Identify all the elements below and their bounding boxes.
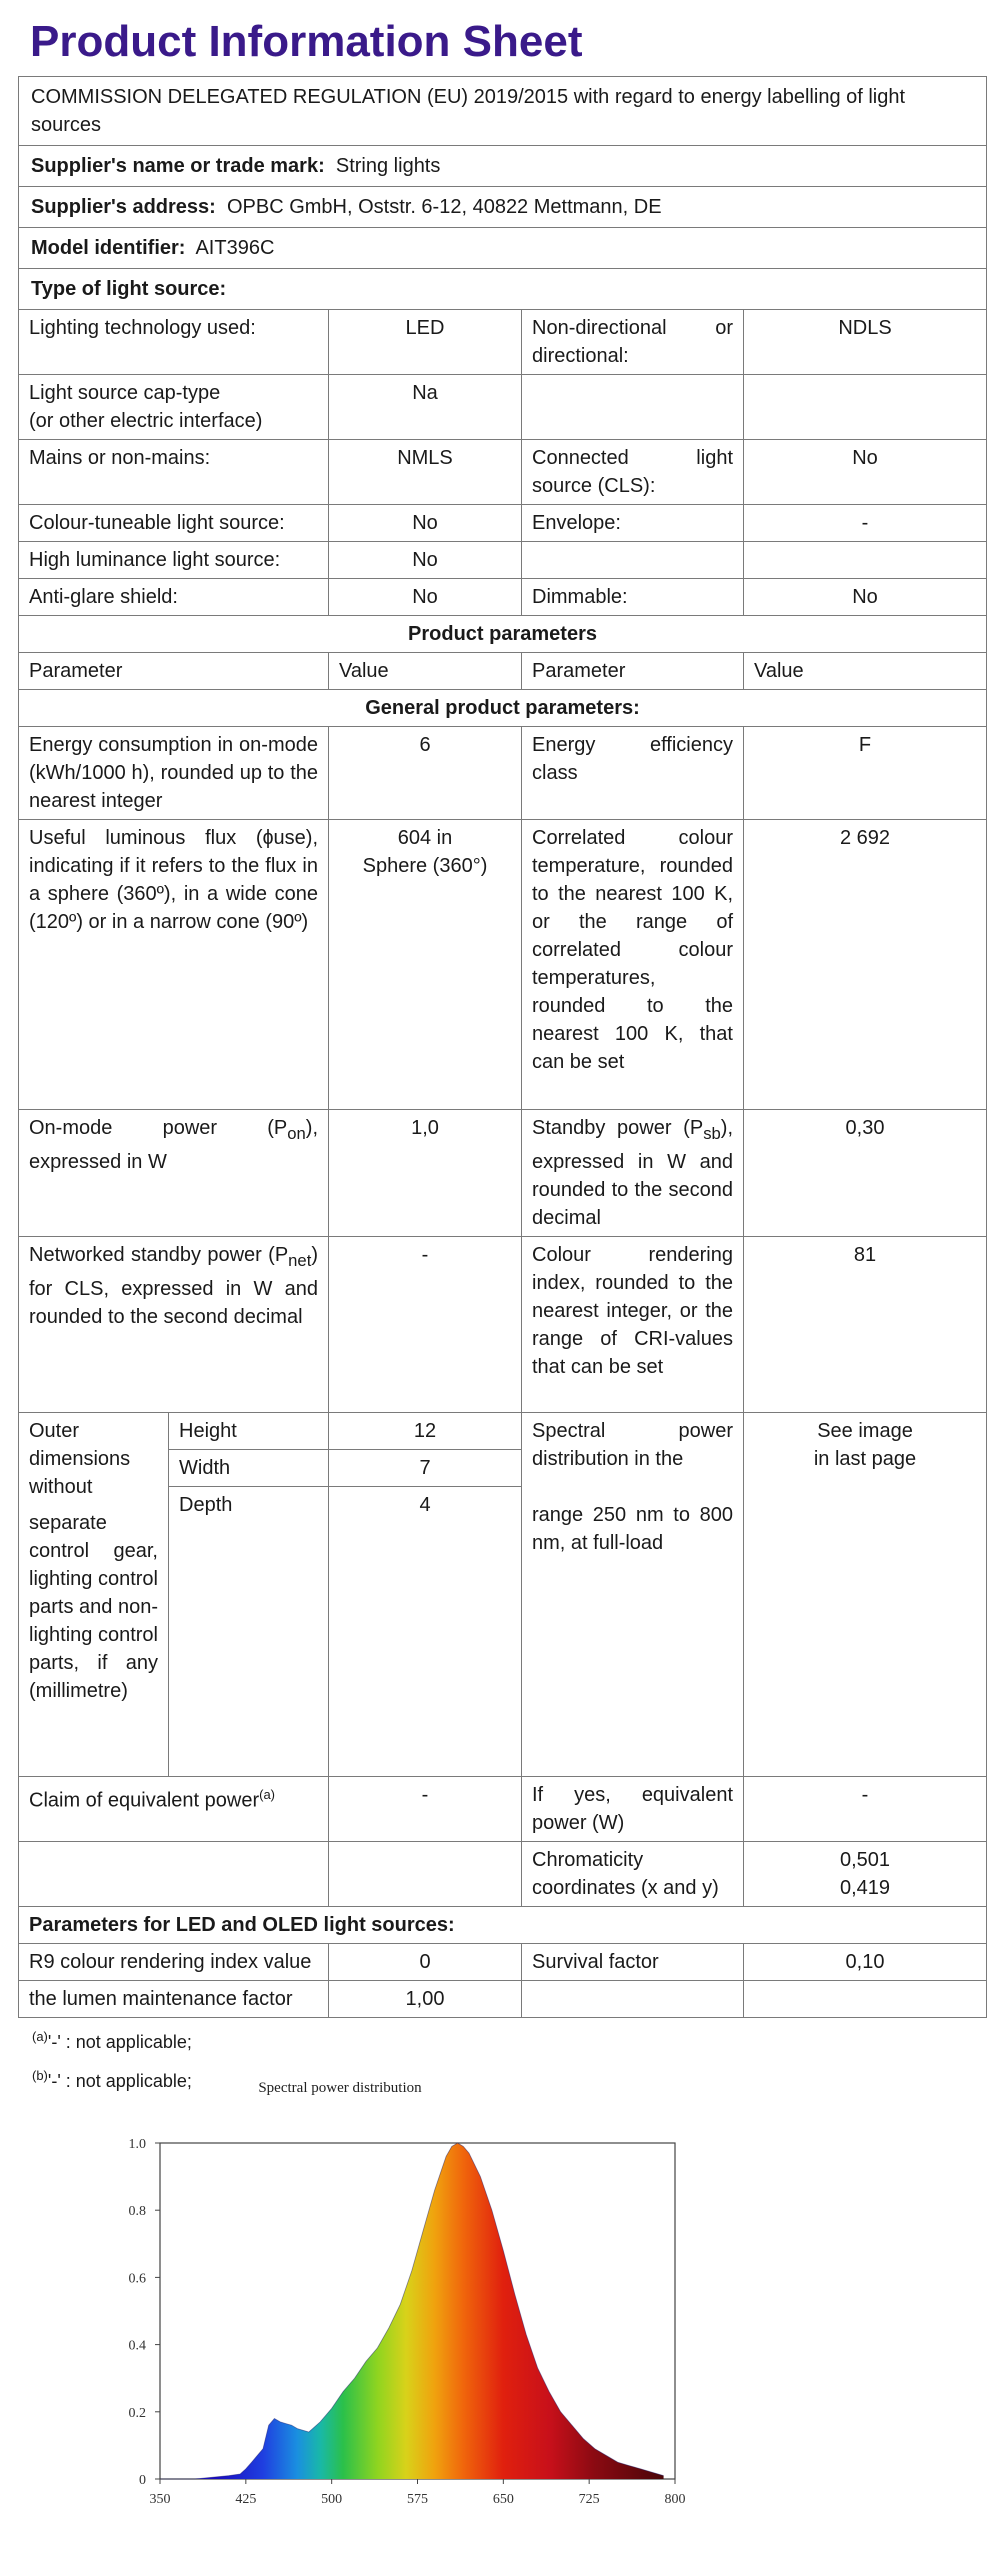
regulation-text: COMMISSION DELEGATED REGULATION (EU) 2019/2015 with regard to energy labelling of light sources [19, 77, 987, 146]
y-tick-label: 0.8 [128, 2204, 146, 2220]
equivalent-power-label: If yes, equivalent power (W) [522, 1777, 744, 1842]
cls-value: No [744, 440, 987, 505]
spectrum-area [160, 2143, 664, 2479]
cct-value: 2 692 [744, 820, 987, 1110]
x-tick-label: 500 [321, 2492, 343, 2507]
spectral-chart [90, 2065, 710, 2545]
width-value: 7 [329, 1450, 522, 1487]
standby-power-text: Standby power (P [532, 1117, 704, 1139]
chromaticity-x: 0,501 [839, 1849, 891, 1871]
standby-power-label [522, 1110, 744, 1237]
spectral-distribution-label [522, 1413, 744, 1777]
energy-consumption-label: Energy consumption in on-mode (kWh/1000 h), rounded up to the nearest integer [19, 727, 329, 820]
chromaticity-value [744, 1842, 987, 1907]
equivalent-power-value: - [744, 1777, 987, 1842]
luminous-flux-line2: Sphere (360°) [362, 855, 488, 877]
info-table [18, 76, 987, 2018]
depth-value: 4 [329, 1487, 522, 1777]
led-parameters-heading: Parameters for LED and OLED light sources: [19, 1907, 987, 1944]
y-tick-label: 0.2 [128, 2405, 146, 2421]
lumen-maintenance-label: the lumen maintenance factor [19, 1981, 329, 2018]
empty-cell [329, 1842, 522, 1907]
cri-label: Colour rendering index, rounded to the nearest integer, or the range of CRI-values that can be set [522, 1237, 744, 1413]
networked-standby-text: Networked standby power (P [29, 1244, 289, 1266]
colour-tuneable-value: No [329, 505, 522, 542]
r9-value: 0 [329, 1944, 522, 1981]
empty-cell [522, 542, 744, 579]
product-parameters-heading: Product parameters [19, 616, 987, 653]
energy-consumption-value: 6 [329, 727, 522, 820]
survival-factor-label: Survival factor [522, 1944, 744, 1981]
spectral-line2: range 250 nm to 800 nm, at full-load [532, 1504, 733, 1554]
model-label: Model identifier: [31, 237, 186, 259]
cls-label: Connected light source (CLS): [522, 440, 744, 505]
standby-power-text-2: ), expressed in W and rounded to the second decimal [532, 1117, 733, 1229]
equivalent-power-claim-label [19, 1777, 329, 1842]
outer-dimensions-label [19, 1413, 169, 1777]
on-mode-power-text: On-mode power (P [29, 1117, 288, 1139]
networked-standby-value: - [329, 1237, 522, 1413]
footnote-b-text: '-' : not applicable; [47, 2071, 192, 2091]
luminous-flux-line1: 604 in [397, 827, 453, 849]
outer-dimensions-line2: separate control gear, lighting control parts and non-lighting control parts, if any (millimetre) [29, 1512, 158, 1702]
luminous-flux-value [329, 820, 522, 1110]
mains-value: NMLS [329, 440, 522, 505]
col-header-parameter-2: Parameter [522, 653, 744, 690]
empty-cell [19, 1842, 329, 1907]
cap-type-label [19, 375, 329, 440]
y-tick-label: 0 [139, 2473, 146, 2488]
chromaticity-y: 0,419 [839, 1877, 891, 1899]
y-tick-label: 1.0 [128, 2137, 146, 2152]
type-heading: Type of light source: [19, 269, 987, 310]
energy-class-label: Energy efficiency class [522, 727, 744, 820]
spectral-value-line2: in last page [813, 1448, 917, 1470]
y-tick-label: 0.4 [128, 2338, 146, 2354]
page-title: Product Information Sheet [30, 17, 583, 66]
on-mode-power-sub: on [287, 1124, 306, 1143]
supplier-address-value: OPBC GmbH, Oststr. 6-12, 40822 Mettmann, DE [226, 196, 662, 218]
cap-type-line1: Light source cap-type [29, 382, 221, 404]
standby-power-sub: sb [703, 1124, 721, 1143]
anti-glare-label: Anti-glare shield: [19, 579, 329, 616]
luminous-flux-label: Useful luminous flux (ɸuse), indicating if it refers to the flux in a sphere (360º), in a wide cone (120º) or in a narrow cone (90º) [19, 820, 329, 1110]
directional-label: Non-directional or directional: [522, 310, 744, 375]
spectral-line1: Spectral power distribution in the [532, 1420, 733, 1470]
product-information-sheet [18, 12, 986, 2098]
supplier-address-row [19, 187, 987, 228]
general-parameters-heading: General product parameters: [19, 690, 987, 727]
high-luminance-value: No [329, 542, 522, 579]
footnote-b-marker: (b) [32, 2068, 48, 2083]
chromaticity-label: Chromaticity coordinates (x and y) [522, 1842, 744, 1907]
col-header-value-2: Value [744, 653, 987, 690]
col-header-value: Value [329, 653, 522, 690]
cri-value: 81 [744, 1237, 987, 1413]
lighting-technology-value: LED [329, 310, 522, 375]
lumen-maintenance-value: 1,00 [329, 1981, 522, 2018]
outer-dimensions-line1: Outer dimensions without [29, 1420, 131, 1498]
on-mode-power-label [19, 1110, 329, 1237]
empty-cell [522, 375, 744, 440]
spectral-chart-svg [90, 2065, 710, 2545]
height-value: 12 [329, 1413, 522, 1450]
supplier-name-label: Supplier's name or trade mark: [31, 155, 325, 177]
y-tick-label: 0.6 [128, 2271, 146, 2287]
x-tick-label: 425 [235, 2492, 257, 2507]
networked-standby-text-2: ) for CLS, expressed in W and rounded to the second decimal [29, 1244, 318, 1328]
supplier-address-label: Supplier's address: [31, 196, 216, 218]
envelope-value: - [744, 505, 987, 542]
model-value: AIT396C [195, 237, 275, 259]
footnote-a-marker: (a) [32, 2029, 48, 2044]
on-mode-power-text-2: ), expressed in W [29, 1117, 318, 1173]
dimmable-value: No [744, 579, 987, 616]
col-header-parameter: Parameter [19, 653, 329, 690]
plot-area [129, 2137, 686, 2507]
supplier-name-row [19, 146, 987, 187]
directional-value: NDLS [744, 310, 987, 375]
spectral-distribution-value [744, 1413, 987, 1777]
equivalent-power-claim-value: - [329, 1777, 522, 1842]
dimmable-label: Dimmable: [522, 579, 744, 616]
footnote-ref: (a) [259, 1787, 276, 1802]
width-label: Width [169, 1450, 329, 1487]
high-luminance-label: High luminance light source: [19, 542, 329, 579]
height-label: Height [169, 1413, 329, 1450]
model-row [19, 228, 987, 269]
spectral-value-line1: See image [817, 1420, 913, 1442]
equivalent-power-claim-text: Claim of equivalent power [29, 1789, 260, 1812]
empty-cell [744, 375, 987, 440]
envelope-label: Envelope: [522, 505, 744, 542]
survival-factor-value: 0,10 [744, 1944, 987, 1981]
empty-cell [744, 1981, 987, 2018]
cap-type-line2: (or other electric interface) [29, 410, 263, 432]
colour-tuneable-label: Colour-tuneable light source: [19, 505, 329, 542]
x-tick-label: 650 [492, 2492, 514, 2507]
mains-label: Mains or non-mains: [19, 440, 329, 505]
x-tick-label: 800 [664, 2492, 686, 2507]
x-tick-label: 575 [407, 2492, 428, 2507]
empty-cell [522, 1981, 744, 2018]
networked-standby-sub: net [288, 1251, 312, 1270]
footnote-a-text: '-' : not applicable; [47, 2032, 192, 2052]
r9-label: R9 colour rendering index value [19, 1944, 329, 1981]
cap-type-value: Na [329, 375, 522, 440]
chart-title: Spectral power distribution [258, 2080, 422, 2096]
depth-label: Depth [169, 1487, 329, 1777]
on-mode-power-value: 1,0 [329, 1110, 522, 1237]
cct-label: Correlated colour temperature, rounded to the nearest 100 K, or the range of correlated colour temperatures, rounded to the nearest 100 K, that can be set [522, 820, 744, 1110]
energy-class-value: F [744, 727, 987, 820]
x-tick-label: 350 [149, 2492, 171, 2507]
footnote-a [32, 2020, 986, 2059]
networked-standby-label [19, 1237, 329, 1413]
empty-cell [744, 542, 987, 579]
standby-power-value: 0,30 [744, 1110, 987, 1237]
x-tick-label: 725 [578, 2492, 600, 2507]
supplier-name-value: String lights [335, 155, 441, 177]
anti-glare-value: No [329, 579, 522, 616]
lighting-technology-label: Lighting technology used: [19, 310, 329, 375]
